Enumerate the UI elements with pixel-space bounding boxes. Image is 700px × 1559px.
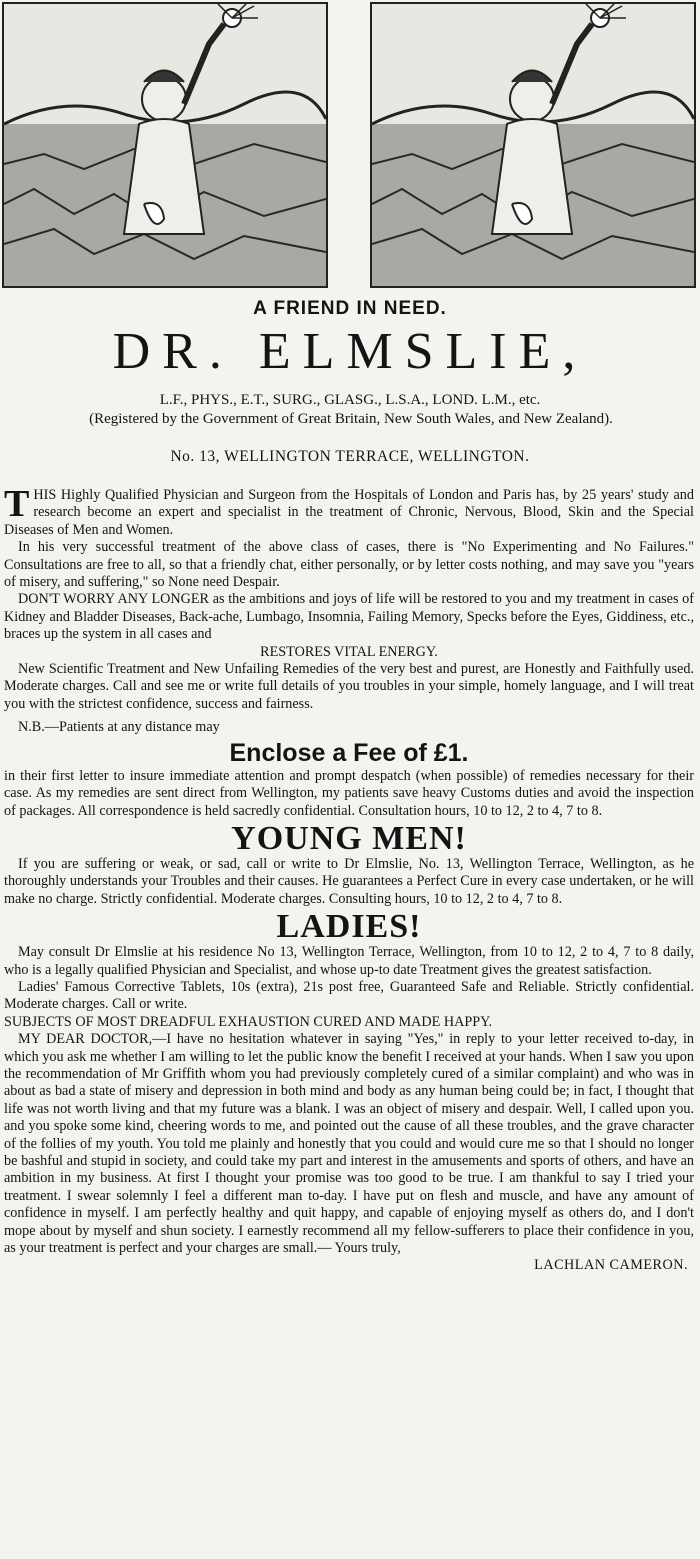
advert-body [4, 483, 694, 1275]
drop-cap: T [4, 483, 30, 525]
tablets-paragraph: Ladies' Famous Corrective Tablets, 10s (extra), 21s post free, Guaranteed Safe and Reliable. Strictly confidential. Moderate charges. Call or write. [4, 978, 694, 1013]
signature: LACHLAN CAMERON. [534, 1257, 688, 1274]
credentials: L.F., PHYS., E.T., SURG., GLASG., L.S.A., LOND. L.M., etc. [159, 392, 541, 408]
nb-line: N.B.—Patients at any distance may [18, 719, 220, 736]
subjects-heading: SUBJECTS OF MOST DREADFUL EXHAUSTION CURED AND MADE HAPPY. [4, 1013, 493, 1030]
ladies-heading: LADIES! [276, 908, 422, 946]
doctor-name: DR. ELMSLIE, [112, 323, 588, 380]
intro-paragraph [4, 483, 694, 539]
illustration-left [2, 2, 328, 288]
illustration-right [370, 2, 696, 288]
fee-paragraph: in their first letter to insure immediate attention and prompt despatch (when possible) of remedies necessary for their case. As my remedies are sent direct from Wellington, my patients save heavy Customs duties and avoid the inspection of packages. All correspondence is held sacredly confidential. Consultation hours, 10 to 12, 2 to 4, 7 to 8. [4, 767, 694, 819]
success-paragraph: In his very successful treatment of the above class of cases, there is "No Experimenting and No Failures." Consultations are free to all, so that a friendly chat, either personally, or by letter costs nothing, and may save you "years of misery, and suffering," so None need Despair. [4, 539, 694, 591]
scientific-paragraph: New Scientific Treatment and New Unfailing Remedies of the very best and purest, are Honestly and Faithfully used. Moderate charges. Call and see me or write full details of you troubles in your simple, homely language, and I will treat you with the strictest confidence, success and fairness. [4, 661, 694, 712]
fee-heading: Enclose a Fee of £1. [229, 738, 469, 767]
intro-text: HIS Highly Qualified Physician and Surgeon from the Hospitals of London and Paris has, by 25 years' study and research become an expert and specialist in the treatment of Chronic, Nervous, Blood, Skin and the Special Diseases of Men and Women. [4, 487, 694, 538]
young-men-paragraph: If you are suffering or weak, or sad, call or write to Dr Elmslie, No. 13, Wellington Terrace, Wellington, as he thoroughly understands your Troubles and their causes. He guarantees a Perfect Cure in every case undertaken, or he will make no charge. Strictly confidential. Moderate charges. Consulting hours, 10 to 12, 2 to 4, 7 to 8. [4, 855, 694, 907]
headline: A FRIEND IN NEED. [253, 298, 447, 319]
dont-worry-paragraph: DON'T WORRY ANY LONGER as the ambitions and joys of life will be restored to you and my treatment in cases of Kidney and Bladder Diseases, Back-ache, Lumbago, Insomnia, Failing Memory, Specks before the Eyes, Giddiness, etc., braces up the system in all cases and [4, 591, 694, 643]
ladies-paragraph: May consult Dr Elmslie at his residence No 13, Wellington Terrace, Wellington, from 10 to 12, 2 to 4, 7 to 8 daily, who is a legally qualified Physician and Specialist, and whose up-to date Treatment gives the greatest satisfaction. [4, 944, 694, 978]
testimonial-letter: MY DEAR DOCTOR,—I have no hesitation whatever in saying "Yes," in reply to your letter received to-day, in which you ask me whether I am willing to let the public know the benefit I received at your hands. When I saw you upon the recommendation of Mr Griffith whom you had previously completely cured of a similar complaint) and who was in about as bad a state of misery and depression in both mind and body as any human being could be; in fact, I thought that life was not worth living and that my future was a blank. I was an object of misery and despair. Well, I called upon you. and you spoke some kind, cheering words to me, and pointed out the cause of all these troubles, and the grave character of the follies of my youth. You told me plainly and honestly that you could and would cure me so that I should no longer be bashful and stupid in society, and could take my part and interest in the amusements and sports of others, and have an ambition in my business. At first I thought your promise was too good to be true. I am thankful to say I tried your treatment. I swear solemnly I feel a different man to-day. I have put on flesh and muscle, and have any amount of confidence in myself. I am perfectly healthy and quit happy, and capable of enjoying myself as others do, and I don't mope about by myself and shun society. I earnestly recommend all my fellow-sufferers to place their confidence in you, as your treatment is perfect and your charges are small.— Yours truly, [4, 1031, 694, 1257]
young-men-heading: YOUNG MEN! [231, 819, 467, 857]
address-line: No. 13, WELLINGTON TERRACE, WELLINGTON. [170, 448, 530, 465]
registration-note: (Registered by the Government of Great Britain, New South Wales, and New Zealand). [89, 411, 613, 427]
restores-heading: RESTORES VITAL ENERGY. [260, 643, 438, 660]
